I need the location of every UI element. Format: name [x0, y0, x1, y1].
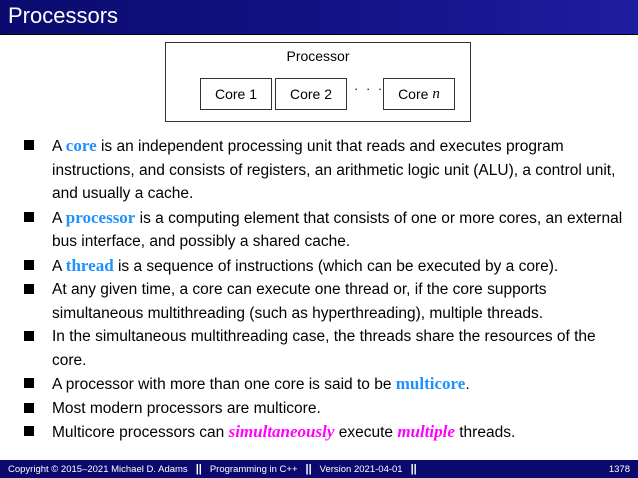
bullet-text: threads.	[454, 424, 516, 441]
footer-bar	[0, 460, 638, 478]
bullet-item	[20, 134, 630, 206]
bullet-item	[20, 325, 630, 372]
core-n-prefix: Core	[398, 86, 429, 102]
bullet-text: Most modern processors are multicore.	[52, 399, 321, 417]
bullet-square-icon	[24, 260, 34, 270]
bullet-square-icon	[24, 378, 34, 388]
emphasis-simultaneously: simultaneously	[228, 422, 335, 441]
footer-separator: ||	[410, 463, 417, 475]
bullet-text: is a sequence of instructions (which can be executed by a core).	[113, 257, 559, 275]
bullet-item	[20, 278, 630, 325]
bullet-square-icon	[24, 284, 34, 294]
bullet-text: A	[52, 138, 66, 155]
bullet-square-icon	[24, 212, 34, 222]
core-ellipsis: · · ·	[354, 81, 385, 96]
core-1-box: Core 1	[200, 78, 272, 110]
footer-separator: ||	[195, 463, 202, 475]
bullet-item	[20, 372, 630, 397]
core-n-box	[383, 78, 455, 110]
bullet-item	[20, 206, 630, 254]
core-2-box: Core 2	[275, 78, 347, 110]
bullet-item	[20, 254, 630, 279]
bullet-text: Multicore processors can	[52, 424, 229, 441]
processor-diagram	[165, 42, 471, 122]
bullet-text: A processor with more than one core is said to be	[52, 376, 396, 393]
bullet-text: execute	[334, 424, 398, 441]
slide-title: Processors	[8, 3, 119, 28]
keyword-thread: thread	[65, 255, 114, 275]
keyword-processor: processor	[65, 207, 136, 227]
bullet-square-icon	[24, 403, 34, 413]
footer-separator: ||	[305, 463, 312, 475]
footer-version: Version 2021-04-01	[319, 463, 403, 475]
bullet-item	[20, 397, 630, 421]
bullet-text: A	[52, 257, 66, 275]
bullet-text: At any given time, a core can execute one thread or, if the core supports simultaneous multithreading (such as hyperthreading), multiple threads.	[52, 281, 547, 322]
footer-copyright: Copyright © 2015–2021 Michael D. Adams	[8, 463, 188, 475]
footer-page-number: 1378	[608, 463, 630, 475]
bullet-text: .	[465, 376, 470, 393]
keyword-multicore: multicore	[395, 374, 466, 393]
bullet-list	[20, 134, 630, 445]
bullet-text: A	[52, 209, 66, 227]
bullet-text: is an independent processing unit that reads and executes program instructions, and consists of registers, an arithmetic logic unit (ALU), a control unit, and usually a cache.	[52, 138, 616, 202]
bullet-text: In the simultaneous multithreading case, the threads share the resources of the core.	[52, 328, 596, 369]
bullet-square-icon	[24, 140, 34, 150]
bullet-square-icon	[24, 331, 34, 341]
processor-label: Processor	[286, 48, 350, 64]
title-bar	[0, 0, 638, 35]
emphasis-multiple: multiple	[397, 422, 455, 441]
core-n-variable: n	[432, 85, 440, 102]
bullet-square-icon	[24, 426, 34, 436]
keyword-core: core	[65, 136, 97, 155]
bullet-text: is a computing element that consists of one or more cores, an external bus interface, and possibly a shared cache.	[52, 209, 623, 250]
footer-course: Programming in C++	[209, 463, 298, 475]
bullet-item	[20, 420, 630, 445]
